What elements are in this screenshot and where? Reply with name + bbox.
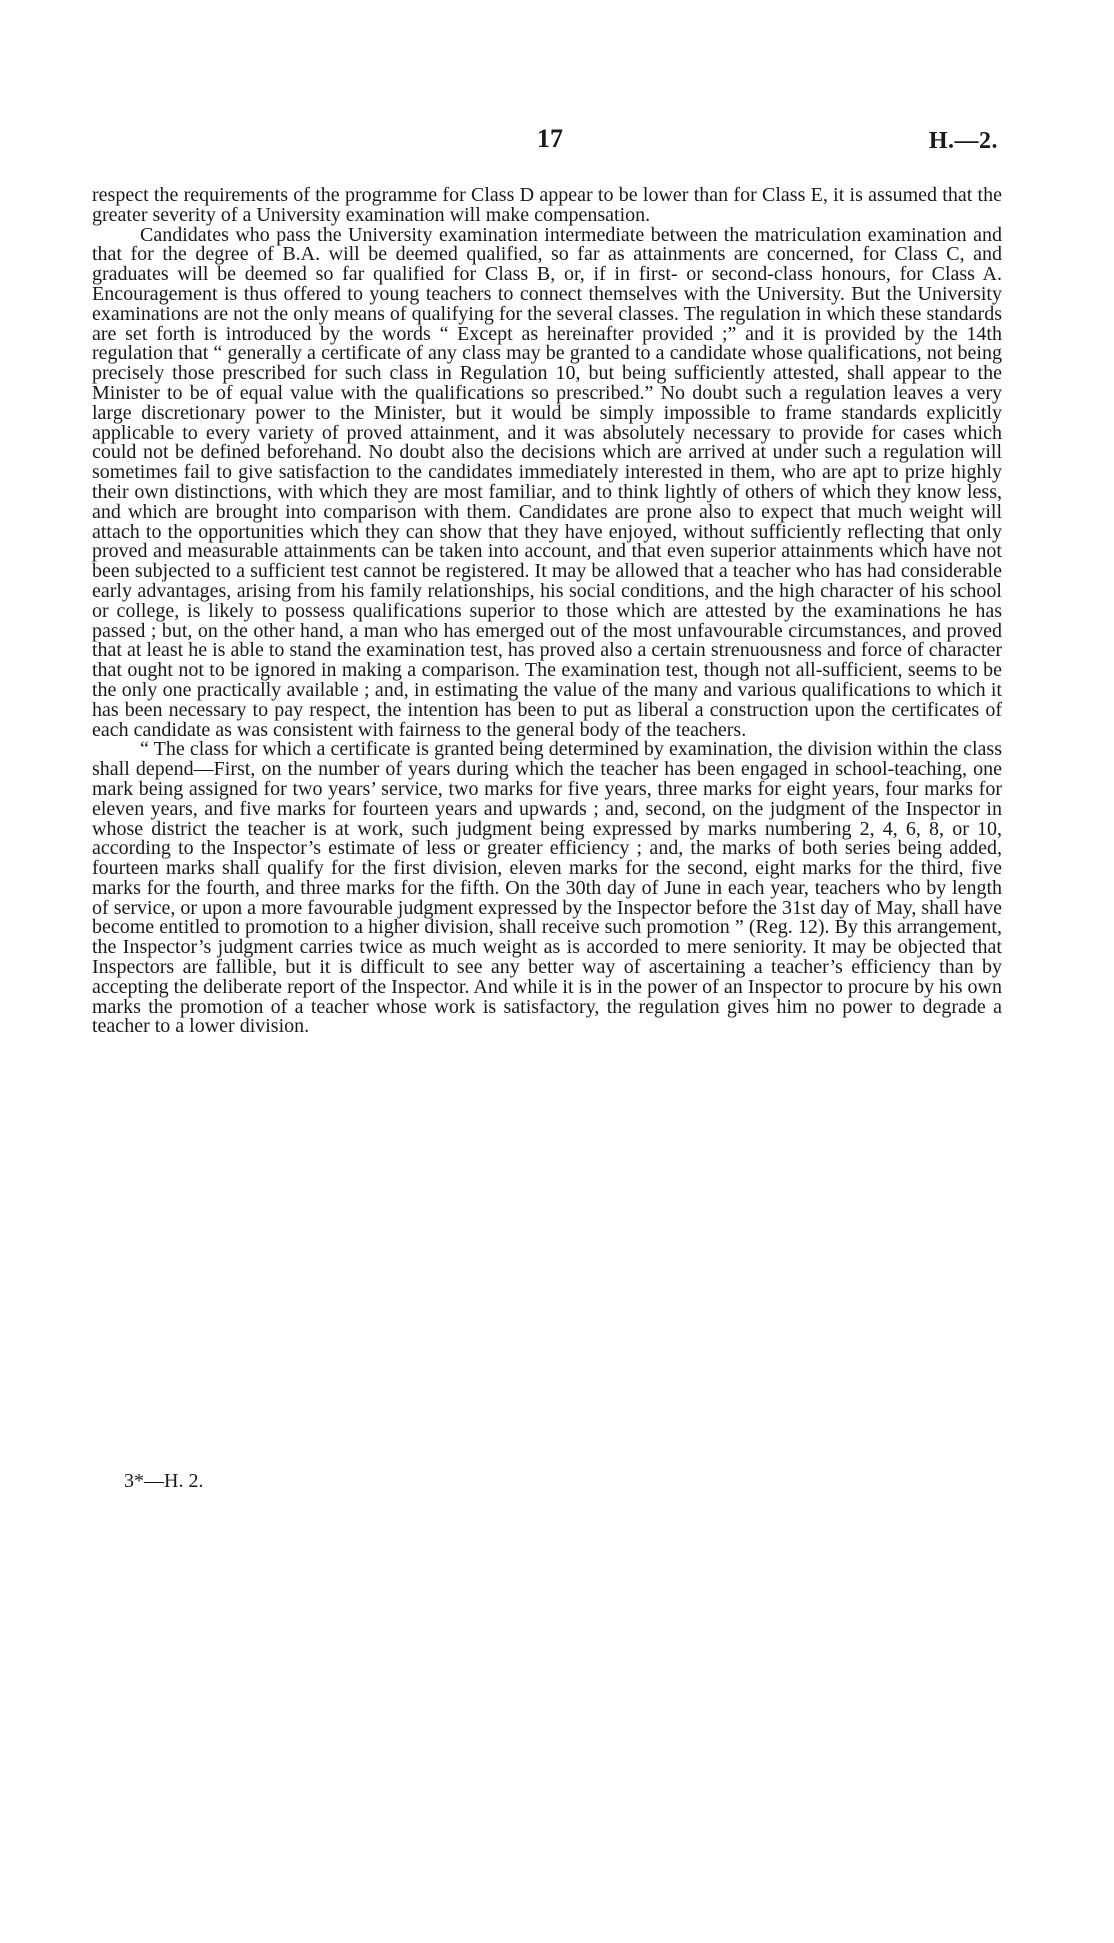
body-text — [92, 186, 1002, 1037]
paragraph-continuation: respect the requirements of the programme for Class D appear to be lower than for Class E, it is assumed that the greater severity of a University examination will make compensation. — [92, 184, 1002, 226]
document-reference: H.—2. — [928, 128, 998, 154]
paragraph-university-examinations: Candidates who pass the University examination intermediate between the matriculation examination and that for the degree of B.A. will be deemed qualified, so far as attainments are concerned, for Class C, and graduates will be deemed so far qualified for Class B, or, if in first- or second-class honours, for Class A. Encouragement is thus offered to young teachers to connect themselves with the University. But the University examinations are not the only means of qualifying for the several classes. The regulation in which these standards are set forth is introduced by the words “ Except as hereinafter provided ;” and it is provided by the 14th regulation that “ generally a certificate of any class may be granted to a candidate whose qualifications, not being precisely those prescribed for such class in Regulation 10, but being sufficiently attested, shall appear to the Minister to be of equal value with the qualifications so prescribed.” No doubt such a regulation leaves a very large discretionary power to the Minister, but it would be simply impossible to frame standards explicitly applicable to every variety of proved attainment, and it was absolutely necessary to provide for cases which could not be defined beforehand. No doubt also the decisions which are arrived at under such a regulation will sometimes fail to give satisfaction to the candidates immediately interested in them, who are apt to prize highly their own distinctions, with which they are most familiar, and to think lightly of others of which they know less, and which are brought into comparison with them. Candidates are prone also to expect that much weight will attach to the opportunities which they can show that they have enjoyed, without sufficiently reflecting that only proved and measurable attainments can be taken into account, and that even superior attainments which have not been subjected to a sufficient test cannot be registered. It may be allowed that a teacher who has had considerable early advantages, arising from his family relationships, his social conditions, and the high character of his school or college, is likely to possess qualifications superior to those which are attested by the examinations he has passed ; but, on the other hand, a man who has emerged out of the most unfavourable circumstances, and proved that at least he is able to stand the examination test, has proved also a certain strenuousness and force of character that ought not to be ignored in making a comparison. The examination test, though not all-sufficient, seems to be the only one practically available ; and, in estimating the value of the many and various qualifications to which it has been necessary to pay respect, the intention has been to put as liberal a construction upon the certificates of each candidate as was consistent with fairness to the general body of the teachers. — [92, 223, 1002, 741]
paragraph-class-division: “ The class for which a certificate is granted being determined by examination, the division within the class shall depend—First, on the number of years during which the teacher has been engaged in school-teaching, one mark being assigned for two years’ service, two marks for five years, three marks for eight years, four marks for eleven years, and five marks for fourteen years and upwards ; and, second, on the judgment of the Inspector in whose district the teacher is at work, such judgment being expressed by marks numbering 2, 4, 6, 8, or 10, according to the Inspector’s estimate of less or greater efficiency ; and, the marks of both series being added, fourteen marks shall qualify for the first division, eleven marks for the second, eight marks for the third, five marks for the fourth, and three marks for the fifth. On the 30th day of June in each year, teachers who by length of service, or upon a more favourable judgment expressed by the Inspector before the 31st day of May, shall have become entitled to promotion to a higher division, shall receive such promotion ” (Reg. 12). By this arrangement, the Inspector’s judgment carries twice as much weight as is accorded to mere seniority. It may be objected that Inspectors are fallible, but it is difficult to see any better way of ascertaining a teacher’s efficiency than by accepting the deliberate report of the Inspector. And while it is in the power of an Inspector to procure by his own marks the promotion of a teacher whose work is satisfactory, the regulation gives him no power to degrade a teacher to a lower division. — [92, 738, 1002, 1038]
page-number: 17 — [537, 124, 563, 153]
signature-mark: 3*—H. 2. — [124, 1470, 204, 1492]
